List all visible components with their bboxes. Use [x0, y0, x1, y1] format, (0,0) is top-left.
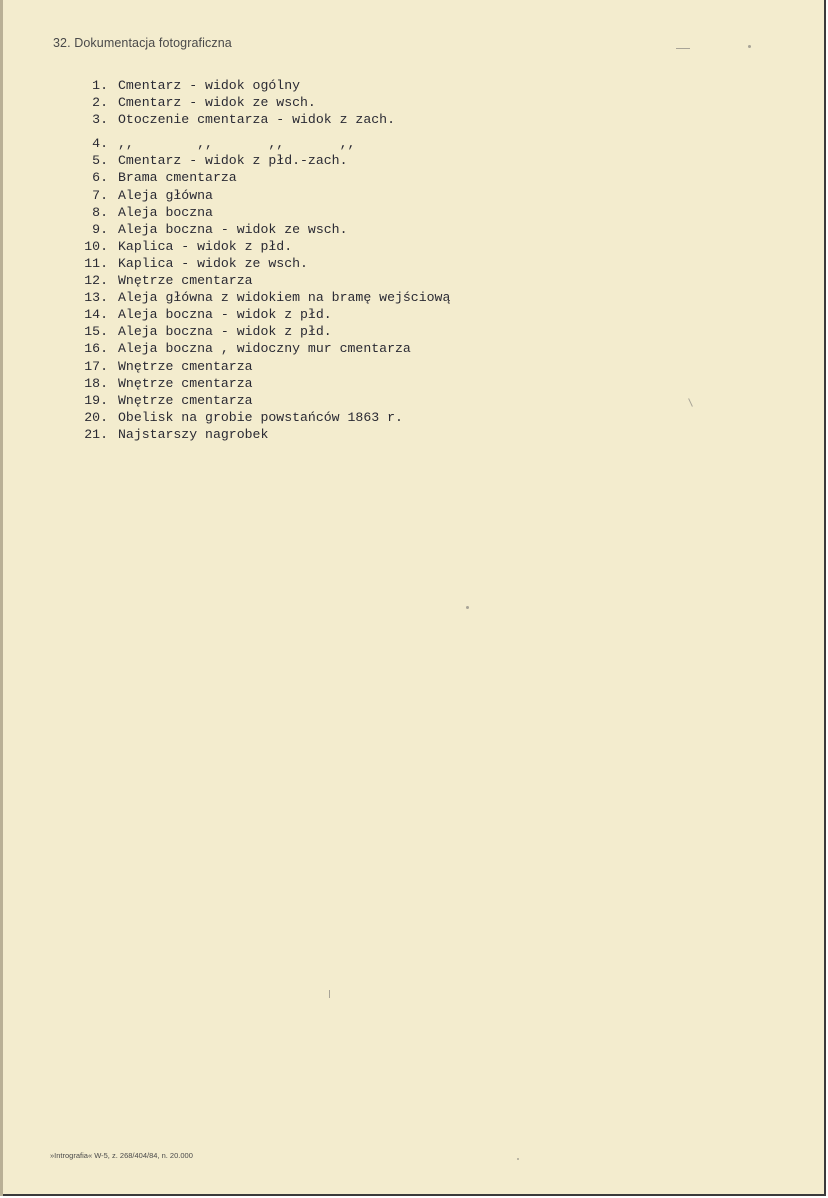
list-item [74, 410, 450, 427]
list-item [74, 205, 450, 222]
page-edge [0, 0, 3, 1196]
paper-speck [748, 45, 751, 48]
item-text: Aleja główna z widokiem na bramę wejściową [118, 290, 451, 306]
list-item [74, 393, 450, 410]
item-number: 12. [84, 273, 108, 289]
paper-speck [466, 606, 469, 609]
item-text: Wnętrze cmentarza [118, 273, 253, 289]
photo-documentation-list [74, 78, 450, 444]
list-item [74, 170, 450, 187]
list-item [74, 359, 450, 376]
list-item [74, 427, 450, 444]
paper-speck [688, 398, 693, 407]
item-text: Aleja główna [118, 187, 213, 203]
paper-speck [517, 1158, 519, 1160]
item-text: Otoczenie cmentarza - widok z zach. [118, 112, 395, 128]
item-text: Aleja boczna , widoczny mur cmentarza [118, 341, 411, 357]
list-item [74, 307, 450, 324]
item-number: 11. [84, 255, 108, 271]
list-item [74, 290, 450, 307]
item-text: Wnętrze cmentarza [118, 392, 253, 408]
item-number: 2. [92, 95, 108, 111]
list-item [74, 188, 450, 205]
item-number: 10. [84, 238, 108, 254]
item-number: 4. [92, 136, 108, 152]
list-item [74, 273, 450, 290]
item-number: 19. [84, 392, 108, 408]
item-number: 9. [92, 221, 108, 237]
item-number: 16. [84, 341, 108, 357]
list-item [74, 324, 450, 341]
item-number: 7. [92, 187, 108, 203]
item-number: 17. [84, 358, 108, 374]
item-text: Aleja boczna - widok ze wsch. [118, 221, 348, 237]
item-text: Kaplica - widok z płd. [118, 238, 293, 254]
item-text: Aleja boczna - widok z płd. [118, 324, 332, 340]
item-text: Cmentarz - widok ogólny [118, 78, 301, 93]
item-text: Aleja boczna [118, 204, 213, 220]
item-text: Kaplica - widok ze wsch. [118, 255, 308, 271]
item-number: 21. [84, 426, 108, 442]
list-item [74, 136, 450, 153]
item-text: Obelisk na grobie powstańców 1863 r. [118, 409, 403, 425]
list-item [74, 153, 450, 170]
list-item [74, 112, 450, 129]
item-text: Brama cmentarza [118, 170, 237, 186]
item-number: 20. [84, 409, 108, 425]
list-item [74, 341, 450, 358]
item-number: 13. [84, 290, 108, 306]
paper-speck [676, 48, 690, 49]
item-text: Wnętrze cmentarza [118, 375, 253, 391]
item-text: Aleja boczna - widok z płd. [118, 307, 332, 323]
list-item [74, 256, 450, 273]
item-number: 15. [84, 324, 108, 340]
section-heading: 32. Dokumentacja fotograficzna [53, 36, 232, 50]
paper-speck [329, 990, 330, 998]
print-footer: »Intrografia« W-5, z. 268/404/84, n. 20.000 [50, 1151, 193, 1160]
item-number: 3. [92, 112, 108, 128]
item-text: Wnętrze cmentarza [118, 358, 253, 374]
list-item [74, 78, 450, 95]
item-number: 14. [84, 307, 108, 323]
item-number: 6. [92, 170, 108, 186]
item-text: Najstarszy nagrobek [118, 426, 269, 442]
list-item [74, 239, 450, 256]
list-item [74, 95, 450, 112]
item-number: 1. [92, 78, 108, 93]
item-number: 5. [92, 153, 108, 169]
item-text: Cmentarz - widok ze wsch. [118, 95, 316, 111]
item-number: 8. [92, 204, 108, 220]
list-item [74, 376, 450, 393]
item-number: 18. [84, 375, 108, 391]
item-text: ,, ,, ,, ,, [118, 136, 356, 152]
list-item [74, 222, 450, 239]
item-text: Cmentarz - widok z płd.-zach. [118, 153, 348, 169]
